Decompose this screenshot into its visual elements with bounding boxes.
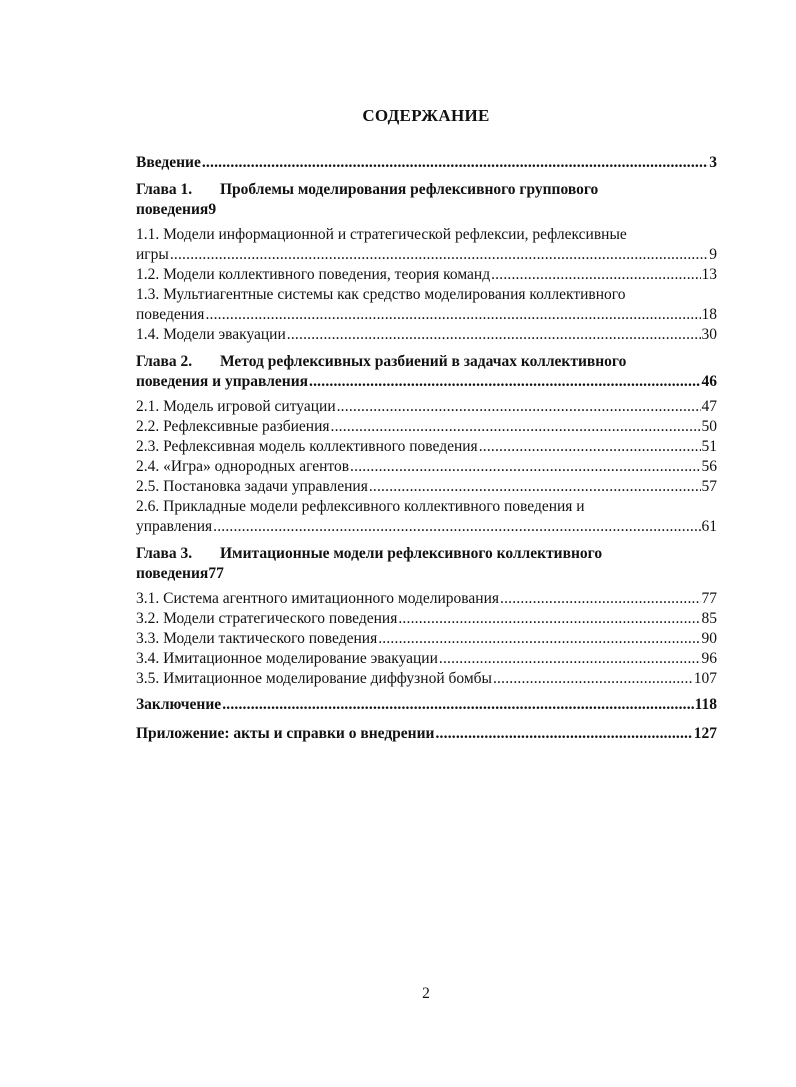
chapter-title-line — [136, 372, 717, 392]
toc-section[interactable] — [136, 589, 717, 609]
toc-section[interactable] — [136, 285, 717, 325]
chapter-title-line — [136, 352, 717, 372]
section-title: 2.4. «Игра» однородных агентов — [136, 458, 350, 475]
chapter-number: Глава 3. — [136, 545, 193, 562]
dot-leader — [491, 265, 700, 285]
toc-section[interactable] — [136, 477, 717, 497]
dot-leader — [213, 517, 700, 537]
dot-leader — [337, 397, 701, 417]
toc-chapter-3[interactable] — [136, 544, 717, 584]
dot-leader — [222, 695, 693, 715]
section-line — [136, 305, 717, 325]
table-of-contents — [136, 153, 717, 744]
section-title-cont: управления — [136, 518, 213, 535]
dot-leader — [205, 305, 700, 325]
section-page: 57 — [701, 478, 717, 495]
section-page: 51 — [701, 438, 717, 455]
dot-leader — [435, 724, 692, 744]
section-page: 30 — [701, 326, 717, 343]
section-title: 2.1. Модель игровой ситуации — [136, 398, 336, 415]
section-page: 50 — [701, 418, 717, 435]
chapter-title-line — [136, 564, 717, 584]
section-title: 1.1. Модели информационной и стратегической рефлексии, рефлексивные — [136, 226, 627, 243]
section-title: 3.2. Модели стратегического поведения — [136, 610, 398, 627]
toc-chapter-2[interactable] — [136, 352, 717, 392]
chapter-title-line — [136, 200, 717, 220]
chapter-number: Глава 2. — [136, 353, 193, 370]
toc-section[interactable] — [136, 265, 717, 285]
page-title: СОДЕРЖАНИЕ — [362, 106, 490, 125]
toc-section[interactable] — [136, 649, 717, 669]
toc-section[interactable] — [136, 457, 717, 477]
section-page: 107 — [693, 670, 717, 687]
chapter-title-cont: поведения — [136, 565, 209, 582]
toc-section[interactable] — [136, 325, 717, 345]
chapter-title-line — [136, 544, 717, 564]
chapter-title: Проблемы моделирования рефлексивного группового — [220, 181, 599, 198]
dot-leader — [369, 477, 701, 497]
dot-leader — [378, 629, 700, 649]
section-page: 85 — [701, 610, 717, 627]
dot-leader — [493, 669, 693, 689]
section-line — [136, 517, 717, 537]
toc-section[interactable] — [136, 397, 717, 417]
chapter-title: Имитационные модели рефлексивного коллективного — [220, 545, 603, 562]
toc-entry-page: 118 — [694, 696, 717, 713]
chapter-title-cont: поведения и управления — [136, 373, 309, 390]
toc-entry-title: Приложение: акты и справки о внедрении — [136, 725, 435, 742]
toc-appendix[interactable] — [136, 724, 717, 744]
chapter-title-cont: поведения — [136, 201, 209, 218]
chapter-title-line — [136, 180, 717, 200]
toc-sections-1 — [136, 225, 717, 345]
section-title: 2.2. Рефлексивные разбиения — [136, 418, 330, 435]
section-page: 47 — [701, 398, 717, 415]
section-title: 2.3. Рефлексивная модель коллективного поведения — [136, 438, 478, 455]
dot-leader — [287, 325, 701, 345]
section-title: 2.6. Прикладные модели рефлексивного коллективного поведения и — [136, 498, 585, 515]
dot-leader — [398, 609, 700, 629]
toc-intro[interactable] — [136, 153, 717, 173]
toc-entry-page: 127 — [693, 725, 717, 742]
toc-conclusion[interactable] — [136, 695, 717, 715]
section-page: 13 — [701, 266, 717, 283]
section-page: 18 — [701, 306, 717, 323]
toc-chapter-1[interactable] — [136, 180, 717, 220]
chapter-page: 46 — [701, 373, 717, 390]
toc-sections-2 — [136, 397, 717, 537]
toc-section[interactable] — [136, 225, 717, 265]
section-title: 2.5. Постановка задачи управления — [136, 478, 368, 495]
toc-section[interactable] — [136, 417, 717, 437]
section-title-cont: игры — [136, 246, 169, 263]
section-title: 3.5. Имитационное моделирование диффузной бомбы — [136, 670, 492, 687]
dot-leader — [170, 245, 708, 265]
page-number: 2 — [422, 985, 430, 1002]
section-title: 1.2. Модели коллективного поведения, теория команд — [136, 266, 491, 283]
toc-section[interactable] — [136, 437, 717, 457]
chapter-page: 9 — [208, 201, 217, 218]
dot-leader — [331, 417, 701, 437]
section-page: 90 — [701, 630, 717, 647]
section-title: 1.3. Мультиагентные системы как средство моделирования коллективного — [136, 286, 626, 303]
section-page: 61 — [701, 518, 717, 535]
section-title: 3.3. Модели тактического поведения — [136, 630, 378, 647]
chapter-page: 77 — [208, 565, 224, 582]
section-title: 1.4. Модели эвакуации — [136, 326, 286, 343]
toc-entry-title: Введение — [136, 154, 201, 171]
dot-leader — [500, 589, 700, 609]
toc-entry-title: Заключение — [136, 696, 222, 713]
section-page: 9 — [709, 246, 717, 263]
section-title-cont: поведения — [136, 306, 205, 323]
section-page: 96 — [701, 650, 717, 667]
section-title: 3.1. Система агентного имитационного моделирования — [136, 590, 500, 607]
chapter-title: Метод рефлексивных разбиений в задачах коллективного — [220, 353, 627, 370]
dot-leader — [202, 153, 708, 173]
section-line — [136, 245, 717, 265]
section-title: 3.4. Имитационное моделирование эвакуации — [136, 650, 438, 667]
toc-section[interactable] — [136, 669, 717, 689]
dot-leader — [439, 649, 701, 669]
toc-section[interactable] — [136, 497, 717, 537]
dot-leader — [350, 457, 700, 477]
section-page: 56 — [701, 458, 717, 475]
toc-section[interactable] — [136, 629, 717, 649]
dot-leader — [479, 437, 701, 457]
section-page: 77 — [701, 590, 717, 607]
dot-leader — [309, 372, 700, 392]
toc-entry-page: 3 — [709, 154, 717, 171]
toc-sections-3 — [136, 589, 717, 689]
toc-section[interactable] — [136, 609, 717, 629]
chapter-number: Глава 1. — [136, 181, 193, 198]
